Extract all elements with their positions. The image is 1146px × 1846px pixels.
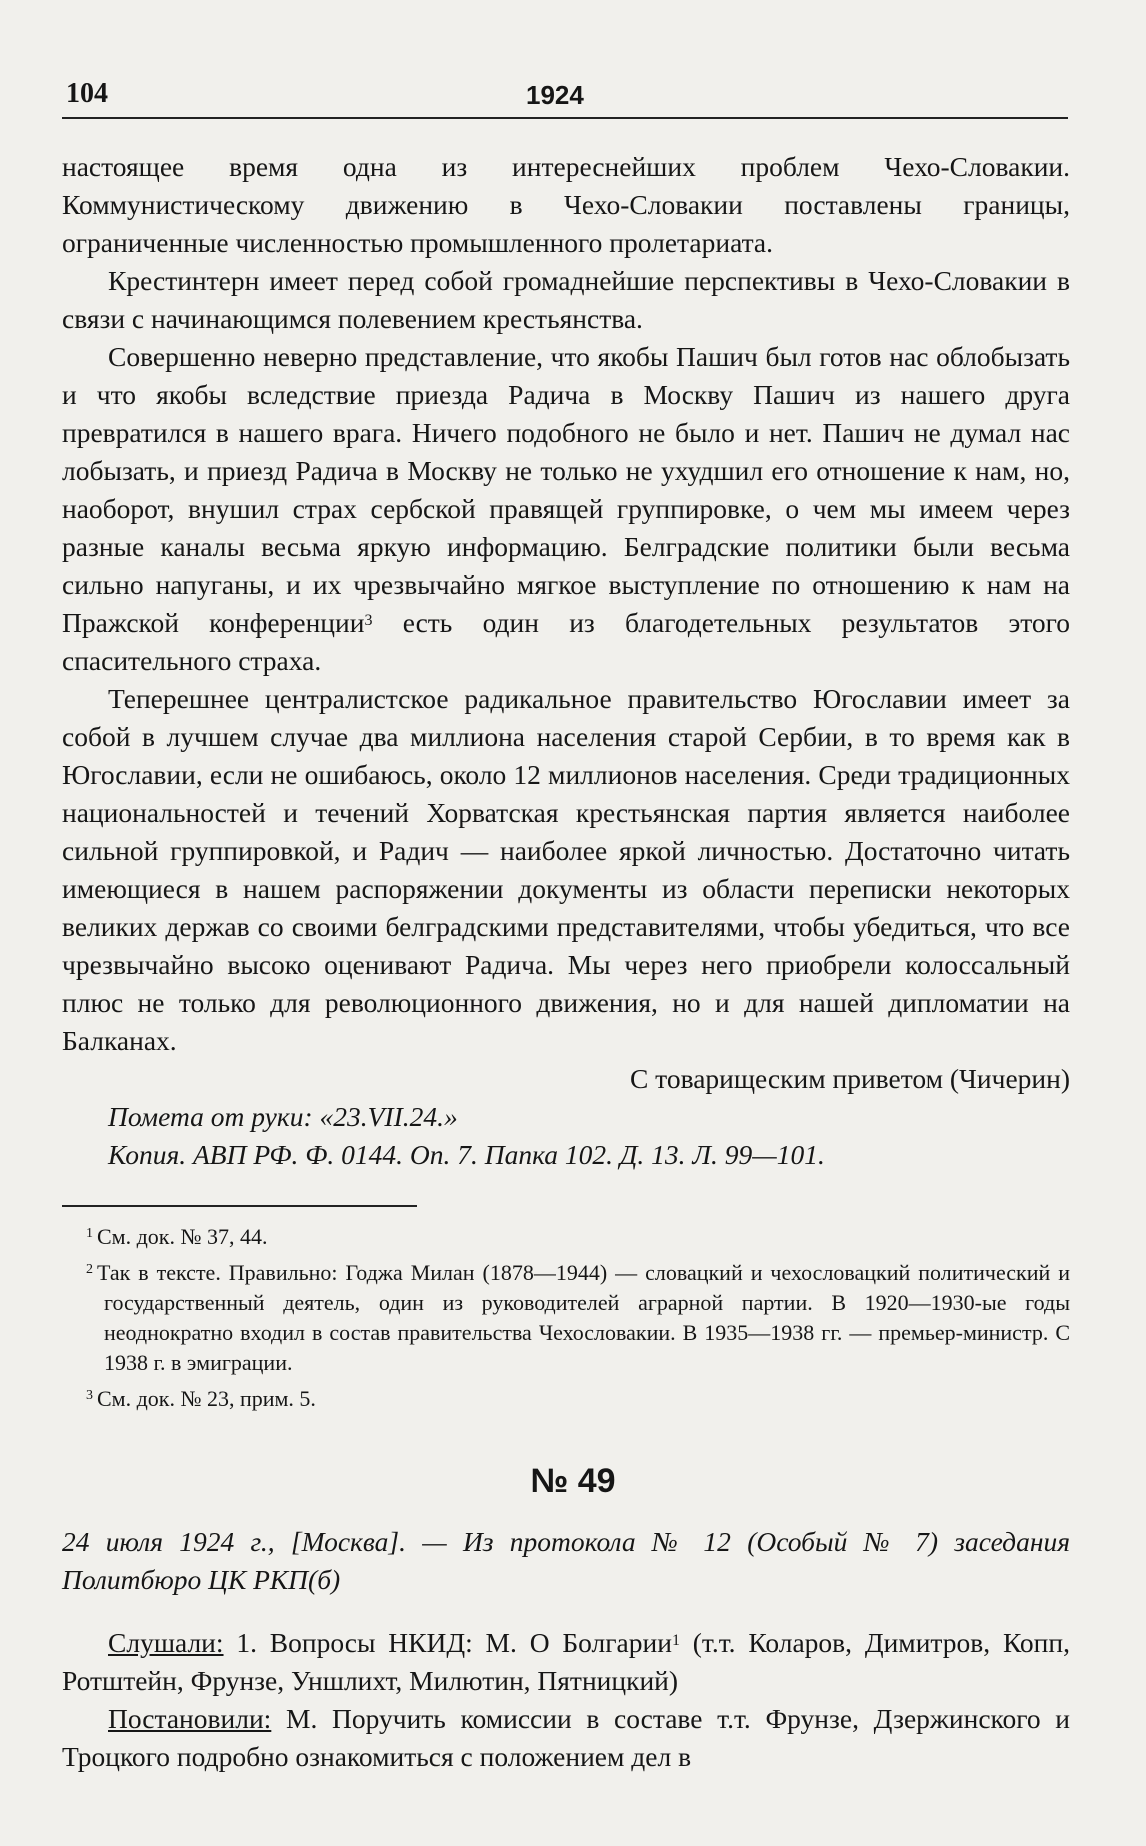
signature: С товарищеским приветом (Чичерин) [629,1063,1070,1094]
handwritten-note: Помета от руки: «23.VII.24.» [108,1101,458,1132]
footnote-text: См. док. № 23, прим. 5. [97,1386,316,1411]
footnotes [86,1222,1070,1420]
footnote-number: 2 [86,1262,93,1277]
heard-text-b: (т.т. Коларов, Димитров, Копп, Ротштейн, Фрунзе, Уншлихт, Милютин, Пятницкий) [62,1627,1070,1696]
running-head-year: 1924 [526,80,584,110]
heard-label: Слушали: [108,1627,224,1658]
paragraph-2: Крестинтерн имеет перед собой громаднейшие перспективы в Чехо-Словакии в связи с начинающимся полевением крестьянства. [62,265,1070,334]
resolved-text: М. Поручить комиссии в составе т.т. Фрунзе, Дзержинского и Троцкого подробно ознакомиться с положением дел в [62,1703,1070,1772]
footnote-text: См. док. № 37, 44. [97,1224,268,1249]
paragraph-4: Теперешнее централистское радикальное правительство Югославии имеет за собой в лучшем случае два миллиона населения старой Сербии, в то время как в Югославии, если не ошибаюсь, около 12 миллионов населения. Среди традиционных национальностей и течений Хорватская крестьянская партия является наиболее сильной группировкой, и Радич — наиболее яркой личностью. Достаточно читать имеющиеся в нашем распоряжении документы из области переписки некоторых великих держав со своими белградскими представителями, чтобы убедиться, что все чрезвычайно высоко оценивают Радича. Мы через него приобрели колоссальный плюс не только для революционного движения, но и для нашей дипломатии на Балканах. [62,683,1070,1056]
paragraph-1: настоящее время одна из интереснейших проблем Чехо-Словакии. Коммунистическому движению в Чехо-Словакии поставлены границы, ограниченные численностью промышленного пролетариата. [62,151,1070,258]
footnote-number: 3 [86,1388,93,1403]
footnote-ref-3: 3 [364,612,373,629]
resolved-label: Постановили: [108,1703,272,1734]
paragraph-3-text-a: Совершенно неверно представление, что якобы Пашич был готов нас облобызать и что якобы вследствие приезда Радича в Москву Пашич из нашего друга превратился в нашего врага. Ничего подобного не было и нет. Пашич не думал нас лобызать, и приезд Радича в Москву не только не ухудшил его отношение к нам, но, наоборот, внушил страх сербской правящей группировке, о чем мы имеем через разные каналы весьма яркую информацию. Белградские политики были весьма сильно напуганы, и их чрезвычайно мягкое выступление по отношению к нам на Пражской конференции [62,341,1070,638]
heard-text-a: 1. Вопросы НКИД: М. О Болгарии [223,1627,672,1658]
page-number: 104 [66,78,108,109]
footnote-text: Так в тексте. Правильно: Годжа Милан (1878—1944) — словацкий и чехословацкий политический и государственный деятель, один из руководителей аграрной партии. В 1920—1930-ые годы неоднократно входил в состав правительства Чехословакии. В 1935—1938 гг. — премьер-министр. С 1938 г. в эмиграции. [97,1260,1070,1375]
resolved-item [62,1700,1070,1776]
letter-body [62,148,1070,1174]
protocol-minutes [62,1624,1070,1776]
page-header [66,78,1066,112]
paragraph-3 [62,338,1070,680]
footnote-1 [86,1222,1070,1252]
paragraph-3-text-b: есть один из благодетельных результатов этого спасительного страха. [62,607,1070,676]
footnote-3 [86,1384,1070,1414]
footnote-2 [86,1258,1070,1378]
header-rule [62,117,1068,119]
heard-item [62,1624,1070,1700]
archive-reference: Копия. АВП РФ. Ф. 0144. Оп. 7. Папка 102. Д. 13. Л. 99—101. [108,1139,825,1170]
footnote-rule [62,1205,417,1207]
footnote-ref-1: 1 [671,1632,680,1649]
document-title: 24 июля 1924 г., [Москва]. — Из протокола № 12 (Особый № 7) заседания Политбюро ЦК РКП(б) [62,1526,1070,1595]
footnote-number: 1 [86,1226,93,1241]
document-number: № 49 [530,1462,616,1500]
